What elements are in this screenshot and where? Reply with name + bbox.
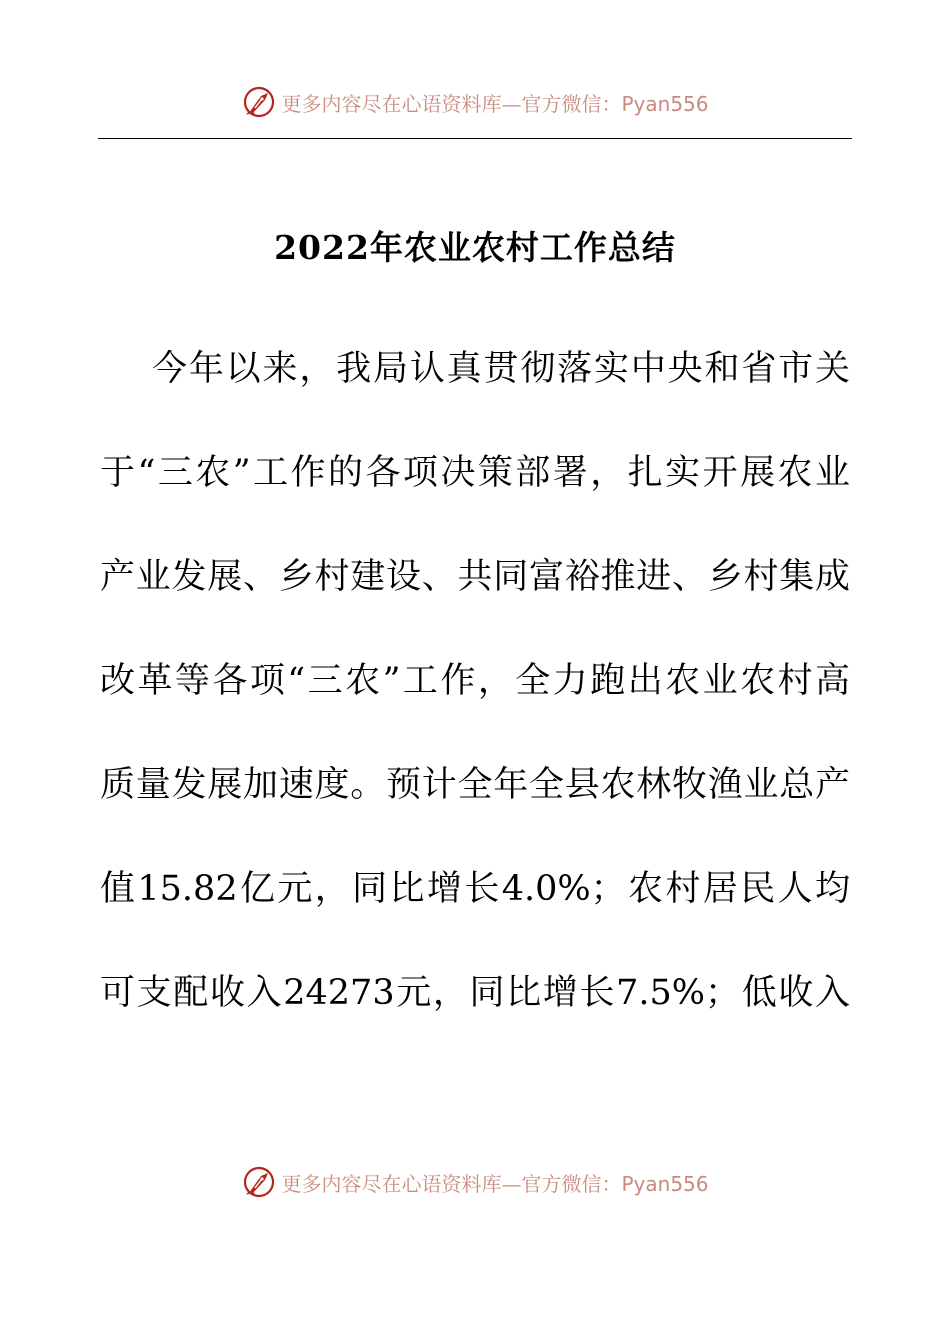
body-line: 可支配收入24273元，同比增长7.5%；低收入 [100,973,850,1013]
footer-banner [0,1162,950,1202]
pen-nib-logo-icon [241,1164,277,1200]
body-line: 质量发展加速度。预计全年全县农林牧渔业总产 [100,765,850,805]
header-banner-main: 更多内容尽在心语资料库—官方微信： [281,91,622,116]
body-line: 改革等各项“三农”工作，全力跑出农业农村高 [100,661,850,701]
header-banner-text [281,88,708,117]
document-title: 2022年农业农村工作总结 [274,228,676,267]
header-banner [0,82,950,122]
body-line: 产业发展、乡村建设、共同富裕推进、乡村集成 [100,557,850,597]
body-line: 于“三农”工作的各项决策部署，扎实开展农业 [100,453,850,493]
body-line: 今年以来，我局认真贯彻落实中央和省市关 [152,349,850,389]
header-divider [98,138,852,139]
footer-banner-text [281,1168,708,1197]
footer-banner-main: 更多内容尽在心语资料库—官方微信： [281,1171,622,1196]
pen-nib-logo-icon [241,84,277,120]
body-line: 值15.82亿元，同比增长4.0%；农村居民人均 [100,869,850,909]
footer-banner-wechat: Pyan556 [621,1171,709,1196]
document-body [100,340,850,1068]
header-banner-wechat: Pyan556 [621,91,709,116]
